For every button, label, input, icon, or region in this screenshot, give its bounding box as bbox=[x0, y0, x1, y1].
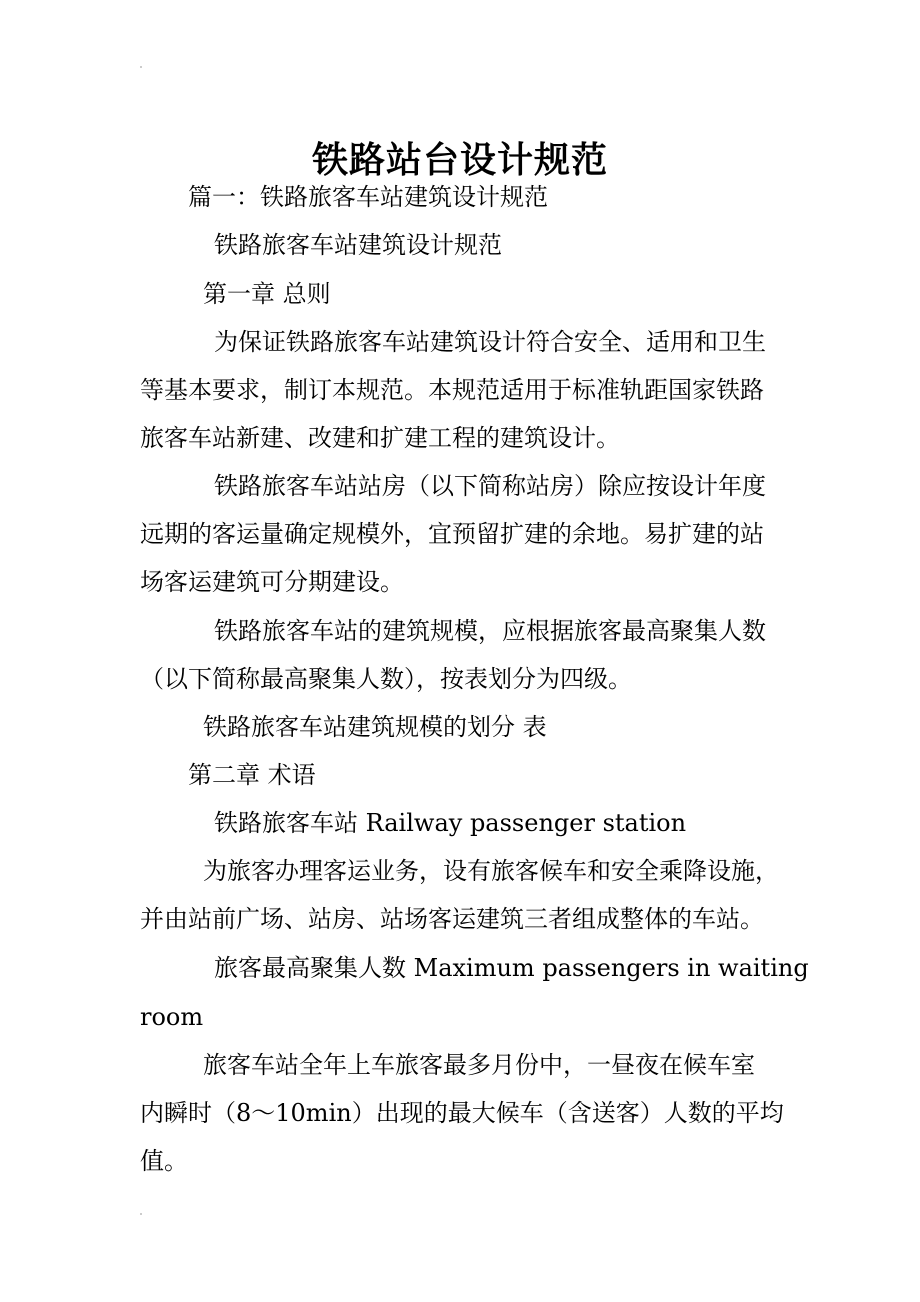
standard-title: 铁路旅客车站建筑设计规范 bbox=[214, 231, 502, 259]
term-maximum-passengers: 旅客最高聚集人数 Maximum passengers in waiting bbox=[214, 954, 809, 982]
definition-line: 内瞬时（8～10min）出现的最大候车（含送客）人数的平均 bbox=[140, 1099, 784, 1127]
scan-dot bbox=[140, 66, 142, 68]
paragraph-line: 铁路旅客车站的建筑规模，应根据旅客最高聚集人数 bbox=[214, 617, 766, 645]
page-title: 铁路站台设计规范 bbox=[311, 139, 608, 182]
scan-dot bbox=[140, 1213, 142, 1215]
paragraph-line: 场客运建筑可分期建设。 bbox=[140, 568, 404, 596]
definition-line: 值。 bbox=[140, 1147, 188, 1175]
definition-line: 旅客车站全年上车旅客最多月份中，一昼夜在候车室 bbox=[203, 1051, 755, 1079]
definition-line: 为旅客办理客运业务，设有旅客候车和安全乘降设施， bbox=[203, 857, 779, 885]
article-heading: 篇一：铁路旅客车站建筑设计规范 bbox=[188, 183, 548, 211]
paragraph-line: 远期的客运量确定规模外，宜预留扩建的余地。易扩建的站 bbox=[140, 520, 764, 548]
term-continuation: room bbox=[140, 1003, 204, 1031]
paragraph-line: 旅客车站新建、改建和扩建工程的建筑设计。 bbox=[140, 424, 620, 452]
definition-line: 并由站前广场、站房、站场客运建筑三者组成整体的车站。 bbox=[140, 905, 764, 933]
paragraph-line: 铁路旅客车站站房（以下简称站房）除应按设计年度 bbox=[214, 472, 766, 500]
chapter-one-heading: 第一章 总则 bbox=[203, 280, 331, 308]
chapter-two-heading: 第二章 术语 bbox=[188, 761, 316, 789]
paragraph-line: 为保证铁路旅客车站建筑设计符合安全、适用和卫生 bbox=[214, 328, 766, 356]
paragraph-line: （以下简称最高聚集人数），按表划分为四级。 bbox=[140, 665, 632, 693]
term-railway-passenger-station: 铁路旅客车站 Railway passenger station bbox=[214, 809, 687, 837]
paragraph-line: 等基本要求，制订本规范。本规范适用于标准轨距国家铁路 bbox=[140, 376, 764, 404]
table-caption: 铁路旅客车站建筑规模的划分 表 bbox=[203, 713, 547, 741]
